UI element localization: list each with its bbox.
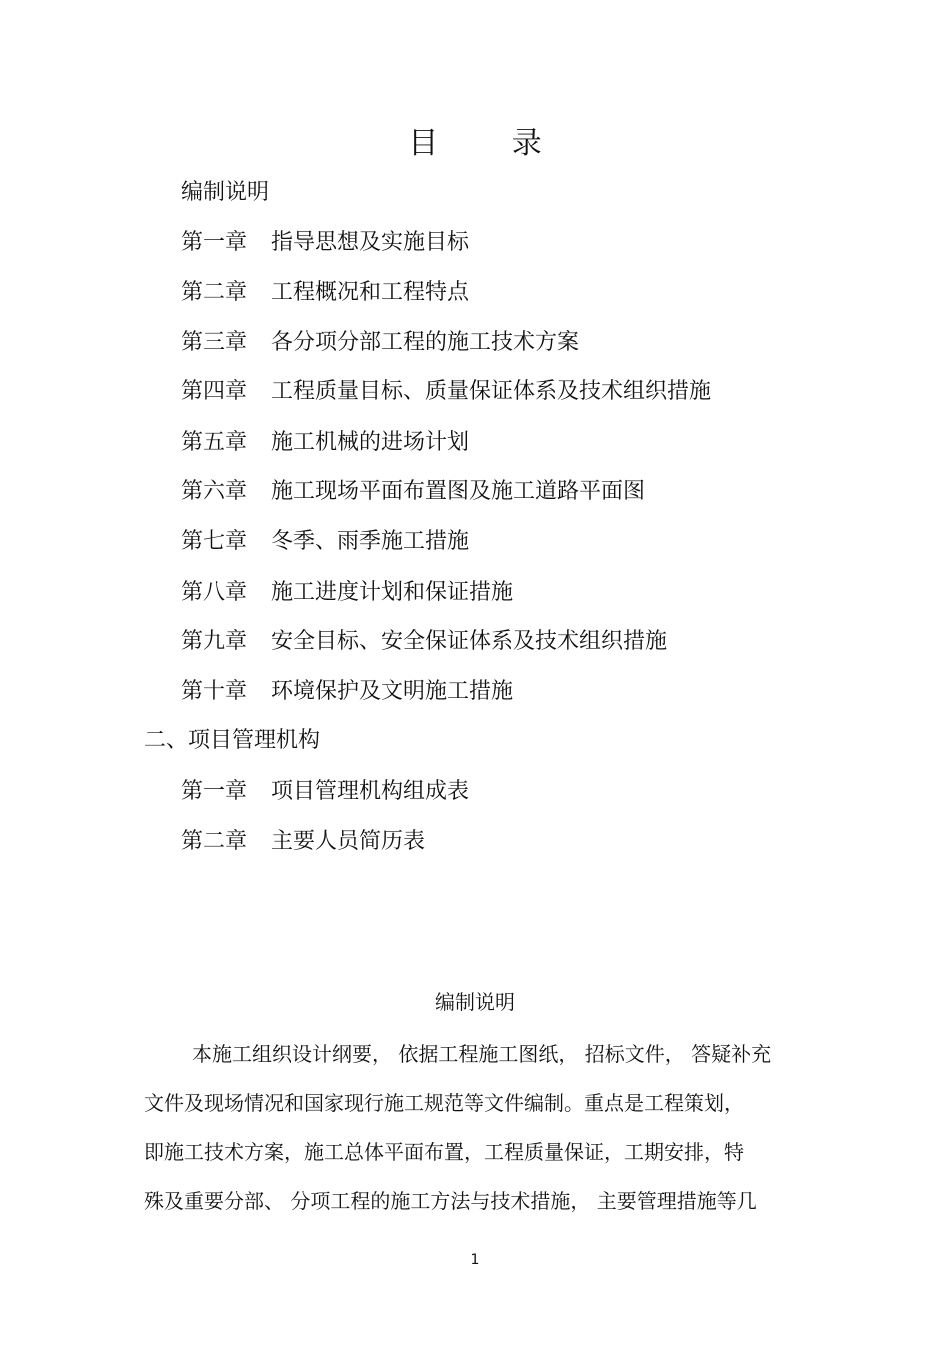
toc-entry bbox=[181, 527, 469, 557]
toc-entry-text: 施工机械的进场计划 bbox=[271, 430, 470, 455]
toc-entry-number: 第九章 bbox=[181, 629, 248, 654]
toc-entry-text: 安全目标、安全保证体系及技术组织措施 bbox=[271, 629, 668, 654]
toc-entry bbox=[181, 278, 469, 308]
toc-entry-text: 冬季、雨季施工措施 bbox=[271, 529, 470, 554]
toc-entry-number: 第五章 bbox=[181, 430, 248, 455]
toc-entry bbox=[181, 827, 425, 857]
body-text-line: 殊及重要分部、 分项工程的施工方法与技术措施， 主要管理措施等几 bbox=[144, 1189, 757, 1213]
toc-entry-number: 第四章 bbox=[181, 379, 248, 404]
toc-entry bbox=[181, 428, 469, 458]
body-text-line: 本施工组织设计纲要， 依据工程施工图纸， 招标文件， 答疑补充 bbox=[192, 1042, 772, 1066]
toc-entry bbox=[181, 377, 711, 407]
toc-entry-number: 第十章 bbox=[181, 679, 248, 704]
toc-entry-number: 第一章 bbox=[181, 230, 248, 255]
body-text-line: 即施工技术方案，施工总体平面布置，工程质量保证，工期安排，特 bbox=[144, 1140, 744, 1164]
toc-entry bbox=[181, 627, 667, 657]
toc-section-heading bbox=[144, 726, 320, 756]
toc-entry-text: 编制说明 bbox=[181, 180, 270, 205]
toc-entry-number: 第一章 bbox=[181, 779, 248, 804]
toc-entry-text: 项目管理机构组成表 bbox=[271, 779, 470, 804]
toc-entry-text: 主要人员简历表 bbox=[271, 829, 426, 854]
toc-entry bbox=[181, 578, 513, 608]
toc-entry-text: 施工进度计划和保证措施 bbox=[271, 580, 514, 605]
toc-entry bbox=[181, 178, 269, 208]
toc-entry bbox=[181, 677, 513, 707]
page-number: 1 bbox=[470, 1252, 480, 1268]
toc-entry-number: 第二章 bbox=[181, 829, 248, 854]
toc-entry-text: 施工现场平面布置图及施工道路平面图 bbox=[271, 479, 646, 504]
toc-entry-text: 各分项分部工程的施工技术方案 bbox=[271, 330, 580, 355]
toc-title: 目 录 bbox=[408, 126, 574, 161]
toc-entry bbox=[181, 328, 579, 358]
toc-entry-text: 指导思想及实施目标 bbox=[271, 230, 470, 255]
toc-entry-text: 工程质量目标、质量保证体系及技术组织措施 bbox=[271, 379, 712, 404]
toc-entry-number: 第三章 bbox=[181, 330, 248, 355]
toc-entry-number: 第七章 bbox=[181, 529, 248, 554]
toc-entry bbox=[181, 777, 469, 807]
toc-entry bbox=[181, 477, 645, 507]
toc-entry-text: 环境保护及文明施工措施 bbox=[271, 679, 514, 704]
body-text-line: 文件及现场情况和国家现行施工规范等文件编制。重点是工程策划， bbox=[144, 1091, 744, 1115]
toc-entry-number: 第八章 bbox=[181, 580, 248, 605]
toc-entry bbox=[181, 228, 469, 258]
toc-entry-text: 二、项目管理机构 bbox=[144, 728, 321, 753]
toc-entry-number: 第六章 bbox=[181, 479, 248, 504]
toc-entry-number: 第二章 bbox=[181, 280, 248, 305]
section-title: 编制说明 bbox=[435, 990, 515, 1014]
toc-entry-text: 工程概况和工程特点 bbox=[271, 280, 470, 305]
